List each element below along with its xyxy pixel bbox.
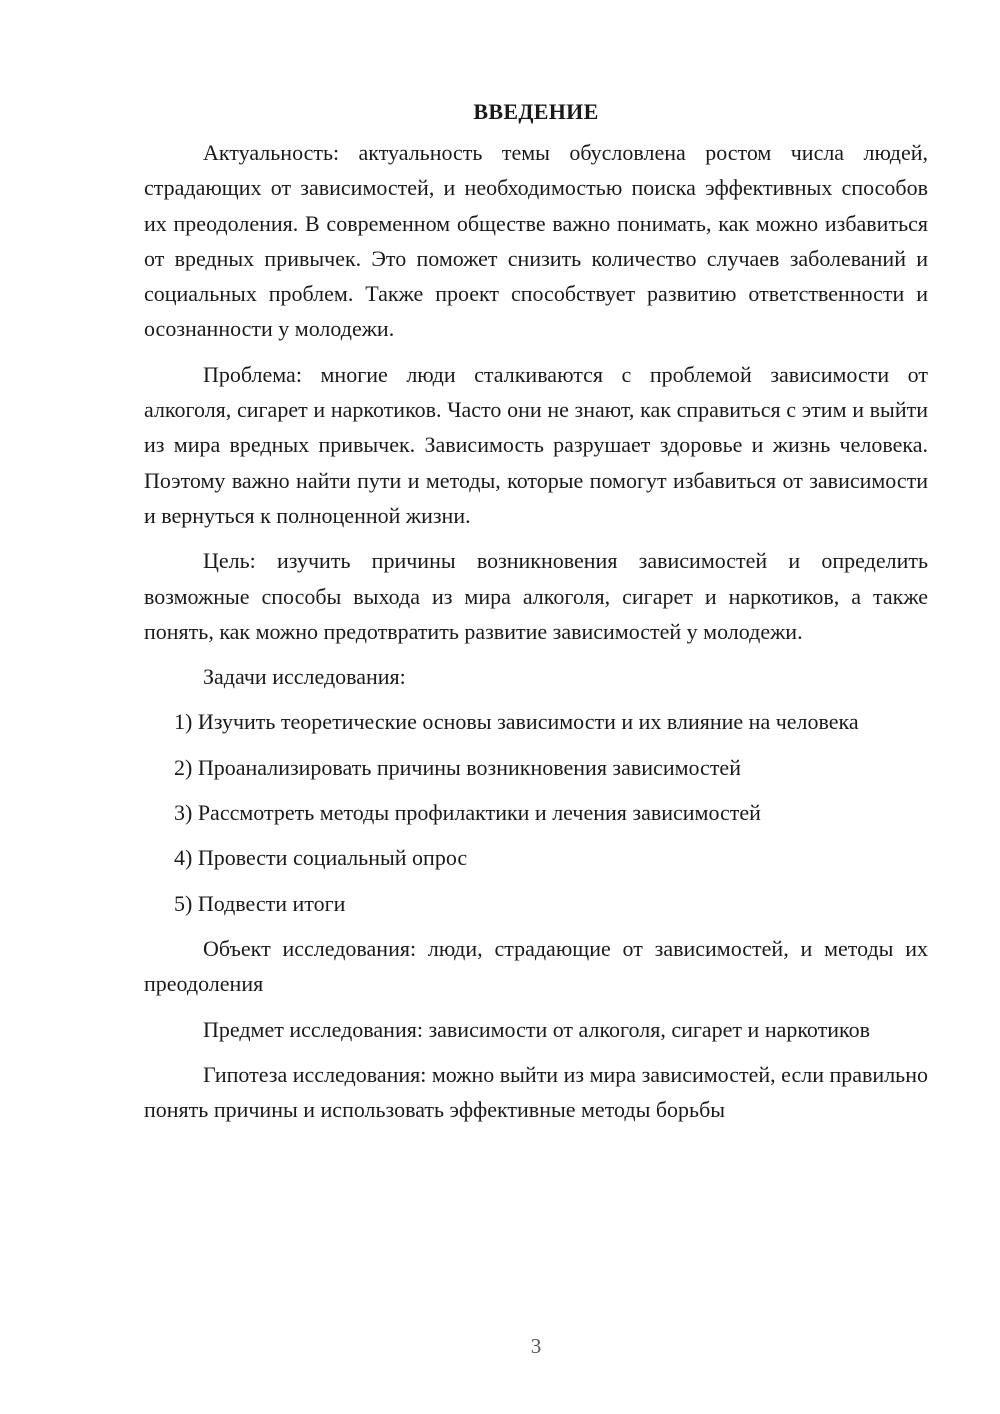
relevance-paragraph: Актуальность: актуальность темы обусловлена ростом числа людей, страдающих от зависимостей, и необходимостью поиска эффективных способов их преодоления. В современном обществе важно понимать, как можно избавиться от вредных привычек. Это поможет снизить количество случаев заболеваний и социальных проблем. Также проект способствует развитию ответственности и осознанности у молодежи.	[144, 140, 928, 342]
task-item: 5) Подвести итоги	[174, 890, 346, 916]
page-title: ВВЕДЕНИЕ	[473, 99, 599, 124]
goal-paragraph: Цель: изучить причины возникновения зависимостей и определить возможные способы выхода из мира алкоголя, сигарет и наркотиков, а также понять, как можно предотвратить развитие зависимостей у молодежи.	[144, 548, 928, 644]
object-paragraph: Объект исследования: люди, страдающие от зависимостей, и методы их преодоления	[144, 935, 928, 997]
task-item: 3) Рассмотреть методы профилактики и лечения зависимостей	[174, 800, 761, 826]
problem-paragraph: Проблема: многие люди сталкиваются с проблемой зависимости от алкоголя, сигарет и наркотиков. Часто они не знают, как справиться с этим и выйти из мира вредных привычек. Зависимость разрушает здоровье и жизнь человека. Поэтому важно найти пути и методы, которые помогут избавиться от зависимости и вернуться к полноценной жизни.	[144, 361, 928, 528]
page-number: 3	[530, 1334, 542, 1358]
subject-paragraph: Предмет исследования: зависимости от алкоголя, сигарет и наркотиков	[203, 1016, 870, 1042]
task-item: 1) Изучить теоретические основы зависимости и их влияние на человека	[174, 709, 859, 735]
task-item: 4) Провести социальный опрос	[174, 845, 468, 871]
task-item: 2) Проанализировать причины возникновения зависимостей	[174, 754, 741, 780]
hypothesis-paragraph: Гипотеза исследования: можно выйти из мира зависимостей, если правильно понять причины и использовать эффективные методы борьбы	[144, 1061, 928, 1123]
page-content	[144, 94, 928, 1137]
tasks-title: Задачи исследования:	[203, 664, 406, 690]
